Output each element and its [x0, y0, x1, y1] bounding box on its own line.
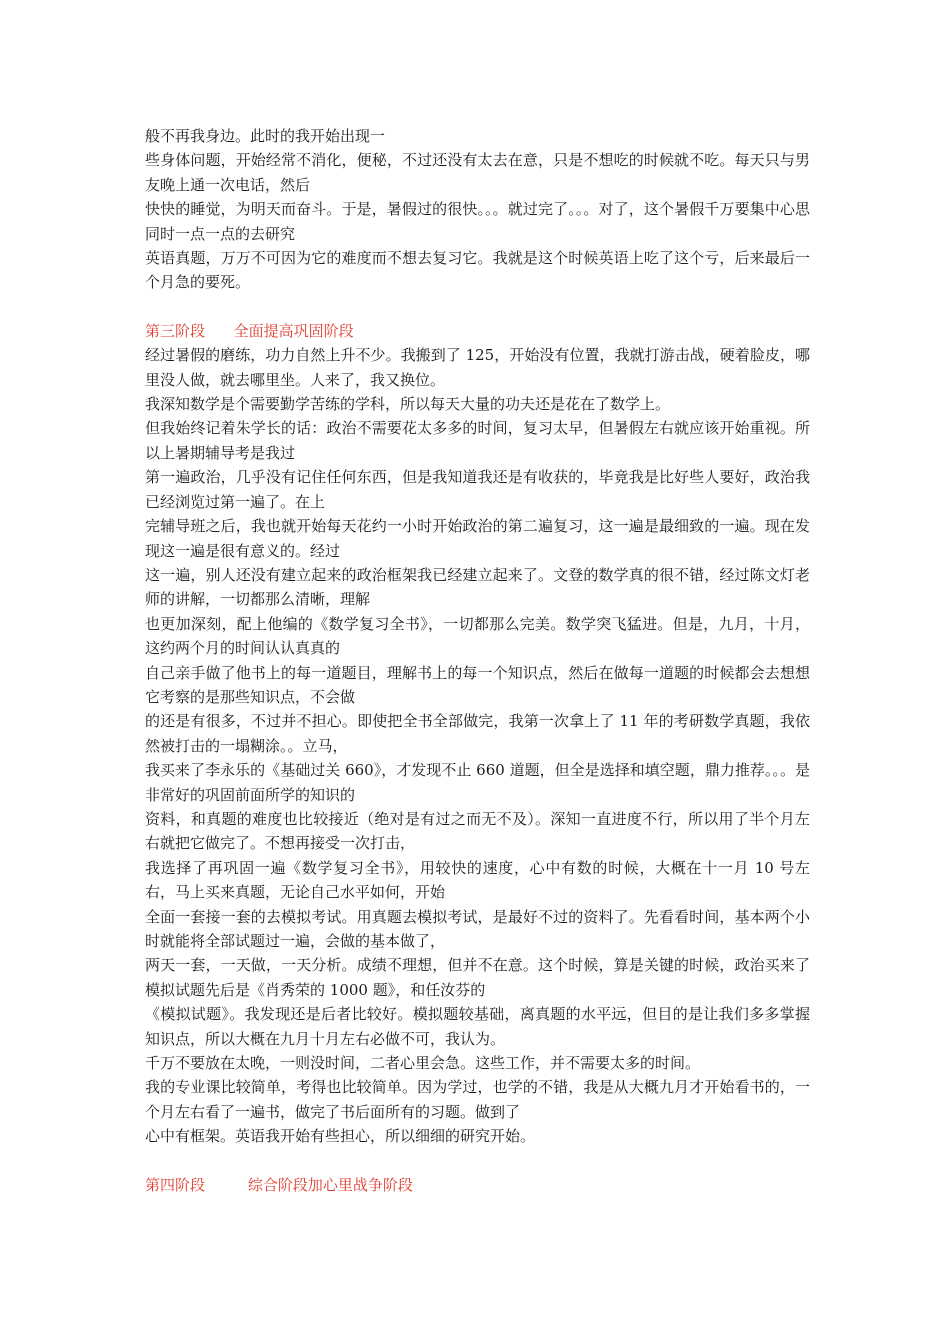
- stage3-heading: 第三阶段 全面提高巩固阶段: [145, 321, 354, 340]
- paragraph: 些身体问题，开始经常不消化，便秘，不过还没有太去在意，只是不想吃的时候就不吃。每天只与男友晚上通一次电话，然后: [145, 151, 810, 194]
- paragraph: 《模拟试题》。我发现还是后者比较好。模拟题较基础，离真题的水平远，但目的是让我们多多掌握知识点，所以大概在九月十月左右必做不可，我认为。: [145, 1005, 810, 1048]
- section-spacer: [145, 1149, 810, 1173]
- paragraph: 这一遍，别人还没有建立起来的政治框架我已经建立起来了。文登的数学真的很不错，经过陈文灯老师的讲解，一切都那么清晰，理解: [145, 565, 810, 609]
- paragraph: 我买来了李永乐的《基础过关 660》，才发现不止 660 道题，但全是选择和填空题，鼎力推荐。。。是非常好的巩固前面所学的知识的: [145, 761, 810, 804]
- paragraph: 千万不要放在太晚，一则没时间，二者心里会急。这些工作，并不需要太多的时间。: [145, 1054, 701, 1073]
- paragraph: 英语真题，万万不可因为它的难度而不想去复习它。我就是这个时候英语上吃了这个亏，后来最后一个月急的要死。: [145, 249, 810, 292]
- paragraph: 般不再我身边。此时的我开始出现一: [145, 127, 386, 145]
- paragraph: 快快的睡觉，为明天而奋斗。于是，暑假过的很快。。。就过完了。。。对了，这个暑假千万要集中心思同时一点一点的去研究: [145, 200, 810, 243]
- paragraph: 第一遍政治，几乎没有记住任何东西，但是我知道我还是有收获的，毕竟我是比好些人要好，政治我已经浏览过第一遍了。在上: [145, 468, 810, 511]
- paragraph: 完辅导班之后，我也就开始每天花约一小时开始政治的第二遍复习，这一遍是最细致的一遍。现在发现这一遍是很有意义的。经过: [145, 517, 810, 560]
- paragraph: 全面一套接一套的去模拟考试。用真题去模拟考试，是最好不过的资料了。先看看时间，基本两个小时就能将全部试题过一遍，会做的基本做了，: [145, 907, 810, 950]
- paragraph: 我选择了再巩固一遍《数学复习全书》，用较快的速度，心中有数的时候，大概在十一月 10 号左右，马上买来真题，无论自己水平如何，开始: [145, 858, 810, 902]
- paragraph: 心中有框架。英语我开始有些担心，所以细细的研究开始。: [145, 1127, 536, 1146]
- paragraph: 自己亲手做了他书上的每一道题目，理解书上的每一个知识点，然后在做每一道题的时候都会去想想它考察的是那些知识点，不会做: [145, 663, 810, 706]
- paragraph: 我深知数学是个需要勤学苦练的学科，所以每天大量的功夫还是花在了数学上。: [145, 395, 671, 414]
- section-spacer: [145, 295, 810, 319]
- paragraph: 但我始终记着朱学长的话：政治不需要花太多多的时间，复习太早，但暑假左右就应该开始重视。所以上暑期辅导考是我过: [145, 419, 810, 462]
- stage3-section: [145, 343, 810, 1148]
- stage4-heading: 第四阶段 综合阶段加心里战争阶段: [145, 1175, 413, 1194]
- paragraph: 我的专业课比较简单，考得也比较简单。因为学过，也学的不错，我是从大概九月才开始看书的，一个月左右看了一遍书，做完了书后面所有的习题。做到了: [145, 1078, 810, 1121]
- paragraph: 也更加深刻，配上他编的《数学复习全书》，一切都那么完美。数学突飞猛进。但是，九月，十月，这约两个月的时间认认真真的: [145, 614, 810, 658]
- paragraph: 资料，和真题的难度也比较接近（绝对是有过之而无不及）。深知一直进度不行，所以用了半个月左右就把它做完了。不想再接受一次打击，: [145, 809, 810, 853]
- intro-section: [145, 124, 810, 295]
- paragraph: 经过暑假的磨练，功力自然上升不少。我搬到了 125，开始没有位置，我就打游击战，硬着脸皮，哪里没人做，就去哪里坐。人来了，我又换位。: [145, 346, 810, 389]
- paragraph: 两天一套，一天做，一天分析。成绩不理想，但并不在意。这个时候，算是关键的时候，政治买来了模拟试题先后是《肖秀荣的 1000 题》，和任汝芬的: [145, 956, 810, 999]
- paragraph: 的还是有很多，不过并不担心。即使把全书全部做完，我第一次拿上了 11 年的考研数学真题，我依然被打击的一塌糊涂。。立马，: [145, 712, 810, 755]
- document-body: [145, 124, 810, 1197]
